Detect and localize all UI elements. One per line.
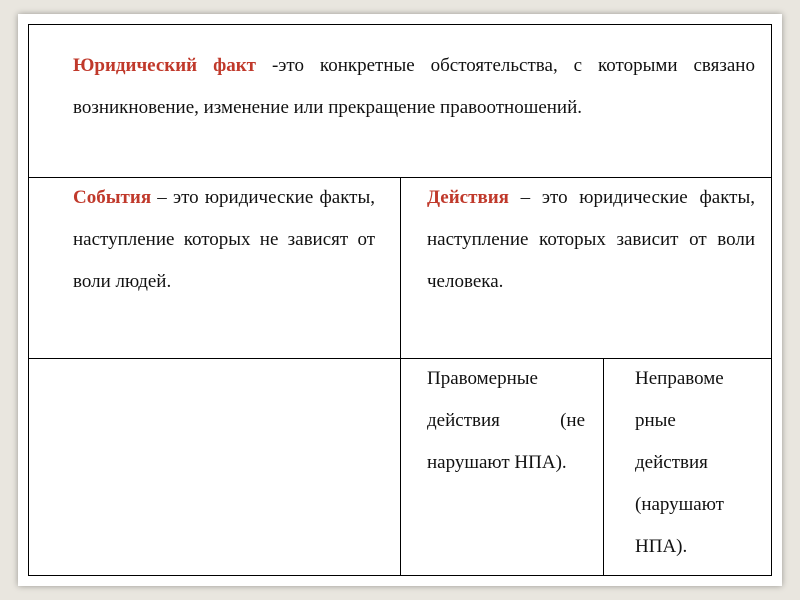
unlawful-line: Неправоме — [635, 368, 724, 389]
legal-facts-table — [28, 24, 772, 576]
slide — [18, 14, 782, 586]
actions-text: – это юридические факты, наступление которых зависит от воли человека. — [427, 187, 755, 292]
events-cell — [73, 177, 375, 303]
unlawful-line: действия — [635, 452, 708, 473]
column-divider — [400, 177, 401, 575]
lawful-actions-cell — [427, 358, 585, 484]
definition-text: -это конкретные обстоятельства, с которыми связано возникновение, изменение или прекращение правоотношений. — [73, 55, 755, 118]
unlawful-line: (нарушают — [635, 494, 724, 515]
events-text: – это юридические факты, наступление которых не зависят от воли людей. — [73, 187, 375, 292]
events-term: События — [73, 187, 152, 208]
definition-term: Юридический факт — [73, 55, 256, 76]
lawful-actions-text: Правомерные действия (не нарушают НПА). — [427, 368, 585, 473]
actions-cell — [427, 177, 755, 303]
actions-term: Действия — [427, 187, 509, 208]
unlawful-actions-cell — [635, 358, 763, 568]
unlawful-line: НПА). — [635, 536, 688, 557]
unlawful-line: рные — [635, 410, 676, 431]
definition-cell — [73, 45, 755, 129]
subcolumn-divider — [603, 358, 604, 575]
